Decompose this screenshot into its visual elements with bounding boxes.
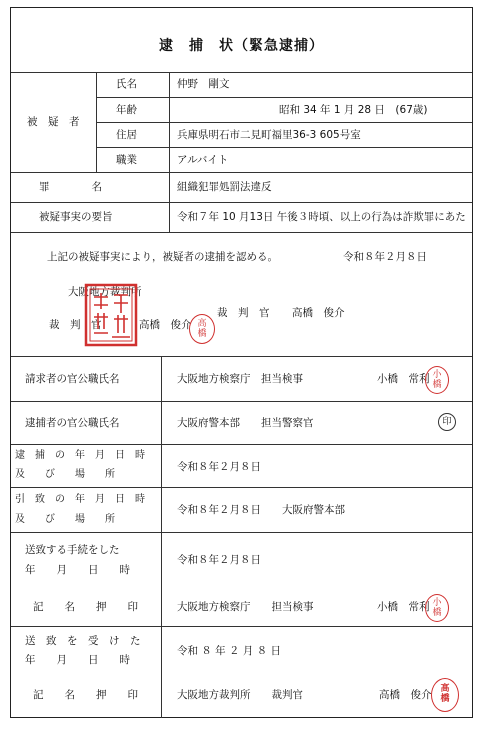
crime-value: 組織犯罪処罰法違反 <box>177 181 272 193</box>
divider <box>11 487 472 488</box>
transfer-label-line1: 引 致 の 年 月 日 時 <box>15 494 145 505</box>
send-label-line1: 送致する手続をした <box>25 544 120 556</box>
received-value: 令和 ８ 年 ２ 月 ８ 日 <box>177 645 282 657</box>
received-sign-label: 記 名 押 印 <box>33 689 138 701</box>
suspect-birth: 昭和 34 年 1 月 28 日 (67歳) <box>279 104 428 116</box>
divider <box>96 97 472 98</box>
age-label: 年齢 <box>116 104 137 116</box>
divider <box>161 356 162 718</box>
judge-label: 裁 判 官 <box>217 307 270 319</box>
suspect-section-label: 被 疑 者 <box>27 116 80 128</box>
suspect-address: 兵庫県明石市二見町福里36-3 605号室 <box>177 129 361 141</box>
divider <box>96 147 472 148</box>
job-label: 職業 <box>116 154 137 166</box>
crime-label: 罪 名 <box>39 181 102 193</box>
divider <box>96 72 97 172</box>
arrester-label: 逮捕者の官公職氏名 <box>25 417 120 429</box>
send-label-line2: 年 月 日 時 <box>25 564 130 576</box>
transfer-value: 令和８年２月８日 大阪府警本部 <box>177 504 345 516</box>
address-label: 住居 <box>116 129 137 141</box>
divider <box>11 532 472 533</box>
facts-value: 令和７年 10 月13日 午後３時頃、以上の行為は詐欺罪にあた <box>177 211 466 223</box>
received-name: 高橋 俊介 <box>379 689 432 701</box>
judge-name-left: 高橋 俊介 <box>139 319 192 331</box>
transfer-label-line2: 及 び 場 所 <box>15 514 115 525</box>
send-name: 小橋 常利 <box>377 601 430 613</box>
received-office: 大阪地方裁判所 裁判官 <box>177 689 303 701</box>
divider <box>11 202 472 203</box>
divider <box>11 72 472 73</box>
facts-clip <box>177 210 471 226</box>
court-seal-icon <box>84 283 138 347</box>
divider <box>11 444 472 445</box>
requester-seal <box>425 366 449 394</box>
document-title: 逮 捕 状（緊急逮捕） <box>159 38 324 54</box>
court-seal <box>84 283 138 347</box>
send-value: 令和８年２月８日 <box>177 554 261 566</box>
divider <box>11 401 472 402</box>
judge-seal <box>189 314 215 344</box>
facts-label: 被疑事実の要旨 <box>39 211 113 223</box>
received-label-line1: 送 致 を 受 け た <box>25 635 141 647</box>
send-seal-text: 小橋 <box>432 598 442 618</box>
authorization-statement: 上記の被疑事実により，被疑者の逮捕を認める。 <box>47 251 278 263</box>
divider <box>11 626 472 627</box>
requester-office: 大阪地方検察庁 担当検事 <box>177 373 303 385</box>
suspect-job: アルバイト <box>177 154 229 166</box>
judge-label-left: 裁 判 官 <box>49 319 102 331</box>
judge-seal-text: 高橋 <box>197 319 207 339</box>
court-name: 大阪地方裁判所 <box>68 286 142 298</box>
arrester-office: 大阪府警本部 担当警察官 <box>177 417 314 429</box>
divider <box>11 172 472 173</box>
arrest-label-line2: 及 び 場 所 <box>15 469 115 480</box>
received-seal-text: 高橋 <box>440 684 450 704</box>
divider <box>96 122 472 123</box>
divider <box>11 232 472 233</box>
judge-name: 高橋 俊介 <box>292 307 345 319</box>
arrest-value: 令和８年２月８日 <box>177 461 261 473</box>
divider <box>169 72 170 232</box>
arrest-label-line1: 逮 捕 の 年 月 日 時 <box>15 450 145 461</box>
requester-name: 小橋 常利 <box>377 373 430 385</box>
requester-seal-text: 小橋 <box>432 370 442 390</box>
send-office: 大阪地方検察庁 担当検事 <box>177 601 314 613</box>
suspect-name: 仲野 剛文 <box>177 78 230 90</box>
requester-label: 請求者の官公職氏名 <box>25 373 120 385</box>
received-label-line2: 年 月 日 時 <box>25 654 130 666</box>
name-label: 氏名 <box>116 78 137 90</box>
authorization-date: 令和８年２月８日 <box>343 251 427 263</box>
divider <box>11 356 472 357</box>
send-sign-label: 記 名 押 印 <box>33 601 138 613</box>
send-seal <box>425 594 449 622</box>
arrester-seal: 印 <box>438 413 456 431</box>
arrest-warrant-document <box>10 7 473 718</box>
received-seal <box>431 678 459 712</box>
